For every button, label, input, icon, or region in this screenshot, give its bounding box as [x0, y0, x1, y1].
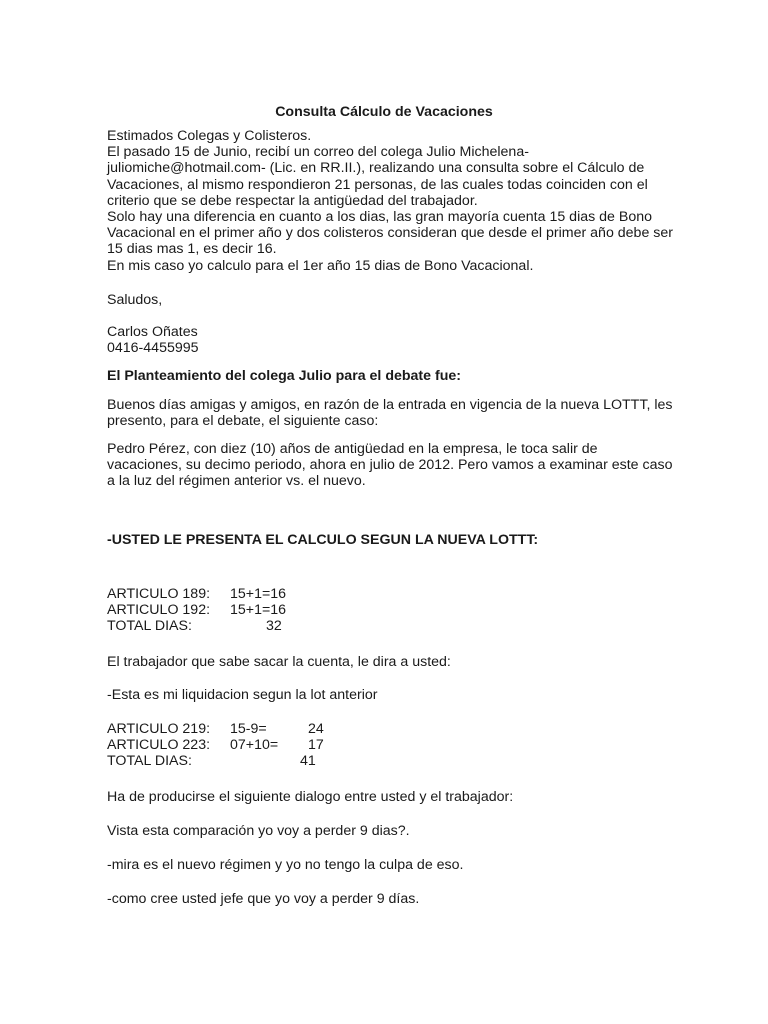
intro-paragraph: [107, 128, 673, 274]
como-text: -como cree usted jefe que yo voy a perder 9 días.: [107, 891, 420, 907]
vista-text: Vista esta comparación yo voy a perder 9 dias?.: [107, 823, 410, 839]
intro-line: juliomiche@hotmail.com- (Lic. en RR.II.), realizando una consulta sobre el Cálculo de: [107, 160, 645, 177]
intro-line: criterio que se debe respectar la antigüedad del trabajador.: [107, 192, 478, 209]
page-title: Consulta Cálculo de Vacaciones: [275, 104, 493, 120]
greeting: [107, 292, 667, 308]
planteamiento-heading: [107, 368, 667, 384]
old-lot-calculation: [107, 721, 667, 770]
calc-formula: 15+1=16: [230, 586, 287, 602]
planteamiento-heading-text: El Planteamiento del colega Julio para el debate fue:: [107, 368, 461, 384]
calc-row: [107, 721, 667, 737]
calc-label: ARTICULO 189:: [107, 586, 211, 602]
intro-line: Vacacional en el primer año y dos colisteros consideran que desde el primer año debe ser: [107, 225, 673, 242]
buenos-line: Buenos días amigas y amigos, en razón de la entrada en vigencia de la nueva LOTTT, les: [107, 397, 673, 413]
calc-formula: 07+10=: [230, 737, 279, 754]
calc-row: [107, 586, 667, 602]
vista-paragraph: [107, 823, 667, 839]
signature-phone: 0416-4455995: [107, 340, 199, 357]
calc-label: ARTICULO 223:: [107, 737, 211, 754]
buenos-dias-paragraph: [107, 397, 673, 430]
calc-value: 41: [300, 753, 316, 770]
buenos-line: presento, para el debate, el siguiente caso:: [107, 413, 379, 430]
usted-heading-text: -USTED LE PRESENTA EL CALCULO SEGUN LA NUEVA LOTTT:: [107, 532, 539, 548]
calc-total-row: [107, 753, 667, 769]
calc-label: TOTAL DIAS:: [107, 618, 192, 635]
saludos-text: Saludos,: [107, 292, 163, 308]
calc-row: [107, 602, 667, 618]
intro-line: En mis caso yo calculo para el 1er año 15 dias de Bono Vacacional.: [107, 257, 534, 274]
pedro-line: a la luz del régimen anterior vs. el nuevo.: [107, 473, 366, 490]
calc-label: ARTICULO 219:: [107, 721, 211, 737]
intro-line: El pasado 15 de Junio, recibí un correo del colega Julio Michelena-: [107, 144, 529, 161]
intro-line: Solo hay una diferencia en cuanto a los dias, las gran mayoría cuenta 15 dias de Bono: [107, 209, 652, 226]
liquidacion-paragraph: [107, 687, 667, 703]
como-paragraph: [107, 891, 667, 907]
usted-heading: [107, 532, 667, 548]
intro-line: Estimados Colegas y Colisteros.: [107, 128, 312, 144]
trabajador-text: El trabajador que sabe sacar la cuenta, le dira a usted:: [107, 654, 451, 670]
dialogo-text: Ha de producirse el siguiente dialogo entre usted y el trabajador:: [107, 789, 514, 805]
pedro-line: vacaciones, su decimo periodo, ahora en julio de 2012. Pero vamos a examinar este caso: [107, 457, 673, 474]
mira-text: -mira es el nuevo régimen y yo no tengo la culpa de eso.: [107, 857, 464, 873]
calc-value: 32: [266, 618, 282, 635]
calc-formula: 15+1=16: [230, 602, 287, 619]
trabajador-paragraph: [107, 654, 667, 670]
calc-row: [107, 737, 667, 753]
calc-label: TOTAL DIAS:: [107, 753, 192, 770]
intro-line: 15 dias mas 1, es decir 16.: [107, 241, 277, 258]
calc-total-row: [107, 618, 667, 634]
calc-label: ARTICULO 192:: [107, 602, 211, 619]
calc-value: 17: [308, 737, 324, 754]
liquidacion-text: -Esta es mi liquidacion segun la lot anterior: [107, 687, 378, 703]
new-lottt-calculation: [107, 586, 667, 635]
pedro-line: Pedro Pérez, con diez (10) años de antigüedad en la empresa, le toca salir de: [107, 441, 598, 457]
calc-formula: 15-9=: [230, 721, 267, 737]
signature: [107, 324, 667, 356]
pedro-paragraph: [107, 441, 673, 490]
calc-value: 24: [308, 721, 324, 737]
mira-paragraph: [107, 857, 667, 873]
signature-name: Carlos Oñates: [107, 324, 198, 340]
dialogo-paragraph: [107, 789, 667, 805]
intro-line: Vacaciones, al mismo respondieron 21 personas, de las cuales todas coinciden con el: [107, 176, 648, 193]
